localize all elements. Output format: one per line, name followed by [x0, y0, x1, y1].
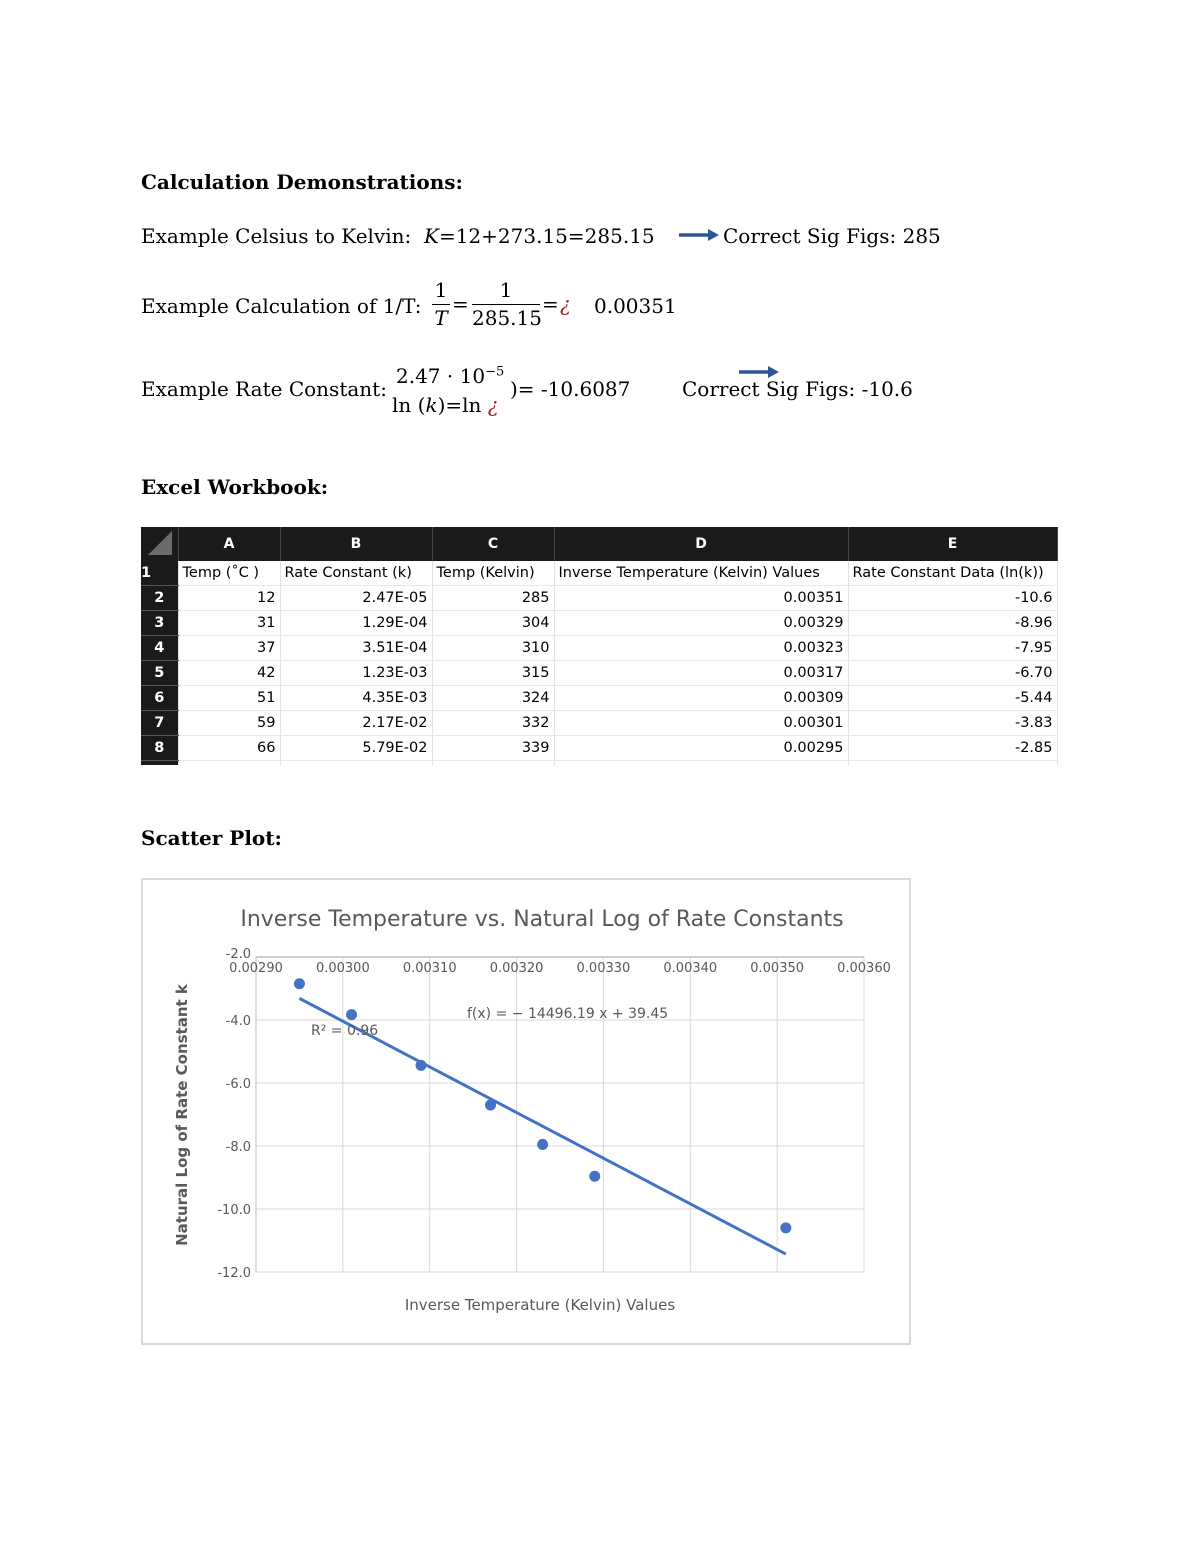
frac1-denominator: T — [434, 306, 448, 330]
table-cell[interactable]: -2.85 — [848, 736, 1057, 761]
column-header-a[interactable]: A — [178, 527, 280, 561]
table-cell[interactable]: 51 — [178, 686, 280, 711]
x-tick-label: 0.00340 — [663, 961, 718, 976]
rate-k: k — [425, 393, 438, 417]
rate-glyph: ¿ — [487, 393, 499, 417]
calc-heading: Calculation Demonstrations: — [141, 170, 463, 194]
table-cell[interactable]: 0.00329 — [554, 611, 848, 636]
table-cell[interactable]: 2.17E-02 — [280, 711, 432, 736]
header-cell[interactable]: Rate Constant (k) — [280, 561, 432, 586]
row-number[interactable]: 6 — [141, 686, 178, 711]
inverse-label: Example Calculation of 1/T: — [141, 294, 422, 318]
blank-cell — [178, 761, 280, 766]
row-number[interactable]: 4 — [141, 636, 178, 661]
frac1-numerator: 1 — [434, 278, 448, 302]
table-cell[interactable]: 0.00317 — [554, 661, 848, 686]
y-tick-label: -2.0 — [225, 947, 251, 962]
frac2-numerator: 1 — [499, 278, 513, 302]
celsius-label: Example Celsius to Kelvin: — [141, 224, 412, 248]
select-all-triangle-icon — [144, 527, 174, 557]
table-cell[interactable]: 66 — [178, 736, 280, 761]
frac1-bar — [432, 304, 450, 305]
rate-ln-open: ln ( — [392, 393, 426, 417]
excel-table — [141, 527, 1058, 765]
equals-sign-1: = — [452, 292, 469, 316]
column-header-c[interactable]: C — [432, 527, 554, 561]
row-number-blank — [141, 761, 178, 766]
table-row — [141, 661, 1057, 686]
y-tick-label: -4.0 — [225, 1014, 251, 1029]
table-cell[interactable]: 12 — [178, 586, 280, 611]
table-cell[interactable]: 315 — [432, 661, 554, 686]
x-tick-label: 0.00290 — [229, 961, 283, 976]
select-all-corner[interactable] — [141, 527, 178, 561]
blank-cell — [848, 761, 1057, 766]
table-cell[interactable]: 31 — [178, 611, 280, 636]
table-cell[interactable]: 0.00301 — [554, 711, 848, 736]
table-row — [141, 586, 1057, 611]
rate-label: Example Rate Constant: — [141, 377, 387, 401]
table-cell[interactable]: 0.00309 — [554, 686, 848, 711]
table-cell[interactable]: 310 — [432, 636, 554, 661]
table-cell[interactable]: 42 — [178, 661, 280, 686]
table-row — [141, 736, 1057, 761]
data-point — [346, 1009, 357, 1020]
arrow-right-icon — [678, 227, 720, 243]
trendline-equation: f(x) = − 14496.19 x + 39.45 — [467, 1006, 669, 1022]
table-cell[interactable]: 37 — [178, 636, 280, 661]
x-tick-label: 0.00330 — [576, 961, 631, 976]
x-axis-label: Inverse Temperature (Kelvin) Values — [404, 1296, 676, 1314]
table-cell[interactable]: -5.44 — [848, 686, 1057, 711]
data-point — [537, 1139, 548, 1150]
table-bottom-edge — [141, 761, 1057, 766]
column-header-b[interactable]: B — [280, 527, 432, 561]
row-number[interactable]: 2 — [141, 586, 178, 611]
table-row — [141, 711, 1057, 736]
row-number[interactable]: 5 — [141, 661, 178, 686]
table-cell[interactable]: 0.00295 — [554, 736, 848, 761]
column-header-e[interactable]: E — [848, 527, 1057, 561]
table-cell[interactable]: 324 — [432, 686, 554, 711]
celsius-sigfigs: Correct Sig Figs: 285 — [723, 224, 941, 248]
rate-mantissa: 2.47 · 10 — [396, 364, 486, 388]
rate-ln-close: )=ln — [437, 393, 482, 417]
table-cell[interactable]: -6.70 — [848, 661, 1057, 686]
inverse-result: 0.00351 — [594, 294, 677, 318]
chart-title: Inverse Temperature vs. Natural Log of Rate Constants — [240, 907, 844, 932]
kelvin-symbol: K — [424, 224, 439, 248]
x-tick-label: 0.00300 — [315, 961, 370, 976]
rate-result: )= -10.6087 — [510, 377, 631, 401]
table-header-row — [141, 561, 1057, 586]
table-row — [141, 636, 1057, 661]
header-cell[interactable]: Inverse Temperature (Kelvin) Values — [554, 561, 848, 586]
table-cell[interactable]: 59 — [178, 711, 280, 736]
blank-cell — [432, 761, 554, 766]
scatter-heading: Scatter Plot: — [141, 826, 282, 850]
table-cell[interactable]: 0.00323 — [554, 636, 848, 661]
header-cell[interactable]: Temp (Kelvin) — [432, 561, 554, 586]
y-tick-label: -12.0 — [217, 1266, 251, 1281]
chart-grid — [256, 957, 864, 1272]
row-number[interactable]: 3 — [141, 611, 178, 636]
x-tick-label: 0.00350 — [750, 961, 805, 976]
excel-heading: Excel Workbook: — [141, 475, 329, 499]
x-tick-label: 0.00320 — [489, 961, 544, 976]
chart-canvas — [143, 880, 909, 1343]
table-cell[interactable]: 285 — [432, 586, 554, 611]
rate-ln-expression — [392, 393, 499, 417]
row-number[interactable]: 8 — [141, 736, 178, 761]
blank-cell — [280, 761, 432, 766]
table-cell[interactable]: 304 — [432, 611, 554, 636]
header-cell[interactable]: Rate Constant Data (ln(k)) — [848, 561, 1057, 586]
y-axis-label: Natural Log of Rate Constant k — [173, 984, 191, 1246]
table-cell[interactable]: 332 — [432, 711, 554, 736]
rate-sigfigs: Correct Sig Figs: -10.6 — [682, 377, 913, 401]
frac2-bar — [472, 304, 540, 305]
y-tick-label: -6.0 — [225, 1077, 251, 1092]
header-cell[interactable]: Temp (˚C ) — [178, 561, 280, 586]
table-cell[interactable]: 1.29E-04 — [280, 611, 432, 636]
table-cell[interactable]: 2.47E-05 — [280, 586, 432, 611]
data-point — [485, 1100, 496, 1111]
table-cell[interactable]: 339 — [432, 736, 554, 761]
y-tick-label: -10.0 — [217, 1203, 251, 1218]
table-cell[interactable]: -10.6 — [848, 586, 1057, 611]
y-tick-label: -8.0 — [225, 1140, 251, 1155]
inverse-glyph: ¿ — [560, 292, 571, 316]
blank-cell — [554, 761, 848, 766]
table-cell[interactable]: 5.79E-02 — [280, 736, 432, 761]
table-row — [141, 611, 1057, 636]
table-cell[interactable]: -3.83 — [848, 711, 1057, 736]
row-number[interactable]: 7 — [141, 711, 178, 736]
frac2-denominator: 285.15 — [472, 306, 542, 330]
table-cell[interactable]: -7.95 — [848, 636, 1057, 661]
table-cell[interactable]: 3.51E-04 — [280, 636, 432, 661]
x-tick-label: 0.00360 — [837, 961, 891, 976]
x-tick-label: 0.00310 — [402, 961, 457, 976]
table-row — [141, 686, 1057, 711]
data-point — [780, 1222, 791, 1233]
data-point — [589, 1171, 600, 1182]
celsius-equation — [424, 224, 655, 248]
trendline-r2: R² = 0.96 — [311, 1023, 379, 1039]
column-header-d[interactable]: D — [554, 527, 848, 561]
rate-value — [396, 364, 504, 388]
table-cell[interactable]: 0.00351 — [554, 586, 848, 611]
scatter-chart[interactable] — [141, 878, 911, 1345]
table-cell[interactable]: 1.23E-03 — [280, 661, 432, 686]
data-point — [416, 1060, 427, 1071]
row-number[interactable]: 1 — [141, 561, 178, 586]
equals-sign-2: = — [542, 292, 559, 316]
rate-exponent: −5 — [485, 364, 505, 380]
data-point — [294, 978, 305, 989]
table-cell[interactable]: 4.35E-03 — [280, 686, 432, 711]
celsius-expression: =12+273.15=285.15 — [438, 224, 655, 248]
table-cell[interactable]: -8.96 — [848, 611, 1057, 636]
